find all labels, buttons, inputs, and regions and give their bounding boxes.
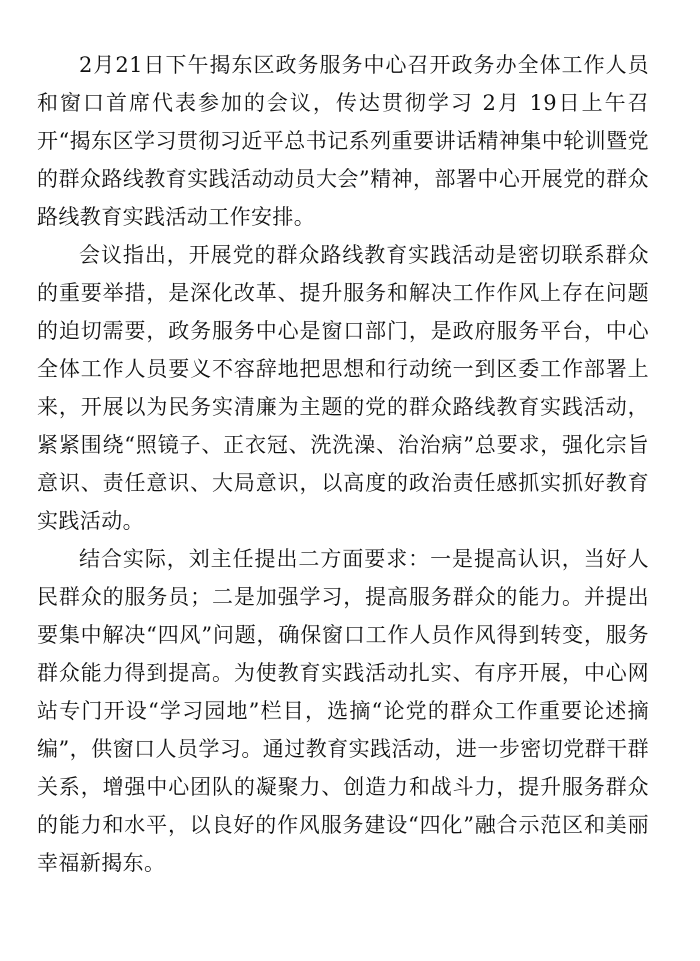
paragraph-requirements: 结合实际，刘主任提出二方面要求：一是提高认识，当好人民群众的服务员；二是加强学习，提高服务群众的能力。并提出要集中解决“四风”问题，确保窗口工作人员作风得到转变，服务群众能力得到提高。为使教育实践活动扎实、有序开展，中心网站专门开设“学习园地”栏目，选摘“论党的群众工作重要论述摘编”，供窗口人员学习。通过教育实践活动，进一步密切党群干群关系，增强中心团队的凝聚力、创造力和战斗力，提升服务群众的能力和水平，以良好的作风服务建设“四化”融合示范区和美丽幸福新揭东。 xyxy=(37,547,649,875)
paragraph-meeting-points: 会议指出，开展党的群众路线教育实践活动是密切联系群众的重要举措，是深化改革、提升服务和解决工作作风上存在问题的迫切需要，政务服务中心是窗口部门，是政府服务平台，中心全体工作人员要义不容辞地把思想和行动统一到区委工作部署上来，开展以为民务实清廉为主题的党的群众路线教育实践活动，紧紧围绕“照镜子、正衣冠、洗洗澡、治治病”总要求，强化宗旨意识、责任意识、大局意识，以高度的政治责任感抓实抓好教育实践活动。 xyxy=(37,243,649,533)
article-body xyxy=(37,46,649,882)
paragraph-meeting-intro: 2月21日下午揭东区政务服务中心召开政务办全体工作人员和窗口首席代表参加的会议，传达贯彻学习 2月 19日上午召开“揭东区学习贯彻习近平总书记系列重要讲话精神集中轮训暨党的群众路线教育实践活动动员大会”精神，部署中心开展党的群众路线教育实践活动工作安排。 xyxy=(37,53,649,229)
